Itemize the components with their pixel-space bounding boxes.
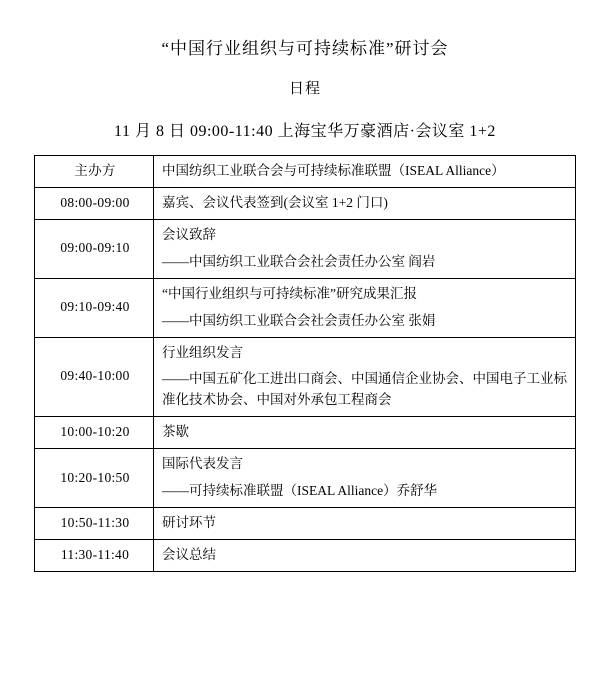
row-label: 10:50-11:30 bbox=[35, 508, 154, 540]
row-content bbox=[154, 449, 576, 508]
table-row bbox=[35, 187, 576, 219]
table-row bbox=[35, 508, 576, 540]
row-line: ——中国纺织工业联合会社会责任办公室 阎岩 bbox=[162, 253, 436, 269]
page-subtitle: 日程 bbox=[288, 81, 321, 97]
row-line: ——可持续标准联盟（ISEAL Alliance）乔舒华 bbox=[162, 483, 438, 499]
row-label: 10:00-10:20 bbox=[35, 417, 154, 449]
table-row bbox=[35, 417, 576, 449]
row-content bbox=[154, 337, 576, 417]
table-row bbox=[35, 219, 576, 278]
row-content bbox=[154, 156, 576, 188]
row-content bbox=[154, 278, 576, 337]
row-label: 09:00-09:10 bbox=[35, 219, 154, 278]
row-label: 09:40-10:00 bbox=[35, 337, 154, 417]
row-label: 主办方 bbox=[35, 156, 154, 188]
row-line: 中国纺织工业联合会与可持续标准联盟（ISEAL Alliance） bbox=[162, 163, 505, 178]
table-row bbox=[35, 539, 576, 571]
row-line: 茶歇 bbox=[162, 424, 189, 440]
table-row bbox=[35, 156, 576, 188]
table-row bbox=[35, 337, 576, 417]
row-content bbox=[154, 539, 576, 571]
table-row bbox=[35, 449, 576, 508]
row-label: 08:00-09:00 bbox=[35, 187, 154, 219]
row-line: ——中国纺织工业联合会社会责任办公室 张娟 bbox=[162, 312, 436, 328]
page-title: “中国行业组织与可持续标准”研讨会 bbox=[161, 39, 449, 58]
row-line: 国际代表发言 bbox=[162, 456, 243, 472]
row-content bbox=[154, 508, 576, 540]
row-line: ——中国五矿化工进出口商会、中国通信企业协会、中国电子工业标准化技术协会、中国对外承包工程商会 bbox=[162, 371, 567, 408]
row-label: 09:10-09:40 bbox=[35, 278, 154, 337]
row-label: 10:20-10:50 bbox=[35, 449, 154, 508]
row-line: 行业组织发言 bbox=[162, 344, 243, 360]
event-datetime-venue: 11 月 8 日 09:00-11:40 上海宝华万豪酒店·会议室 1+2 bbox=[114, 123, 496, 140]
row-line: 会议致辞 bbox=[162, 226, 216, 242]
row-content bbox=[154, 219, 576, 278]
table-row bbox=[35, 278, 576, 337]
row-line: 会议总结 bbox=[162, 546, 216, 562]
row-line: 研讨环节 bbox=[162, 515, 216, 531]
row-line: “中国行业组织与可持续标准”研究成果汇报 bbox=[162, 285, 417, 301]
agenda-table-body bbox=[35, 156, 576, 572]
row-label: 11:30-11:40 bbox=[35, 539, 154, 571]
agenda-table bbox=[34, 155, 576, 572]
row-content bbox=[154, 417, 576, 449]
row-line: 嘉宾、会议代表签到(会议室 1+2 门口) bbox=[162, 194, 388, 210]
row-content bbox=[154, 187, 576, 219]
